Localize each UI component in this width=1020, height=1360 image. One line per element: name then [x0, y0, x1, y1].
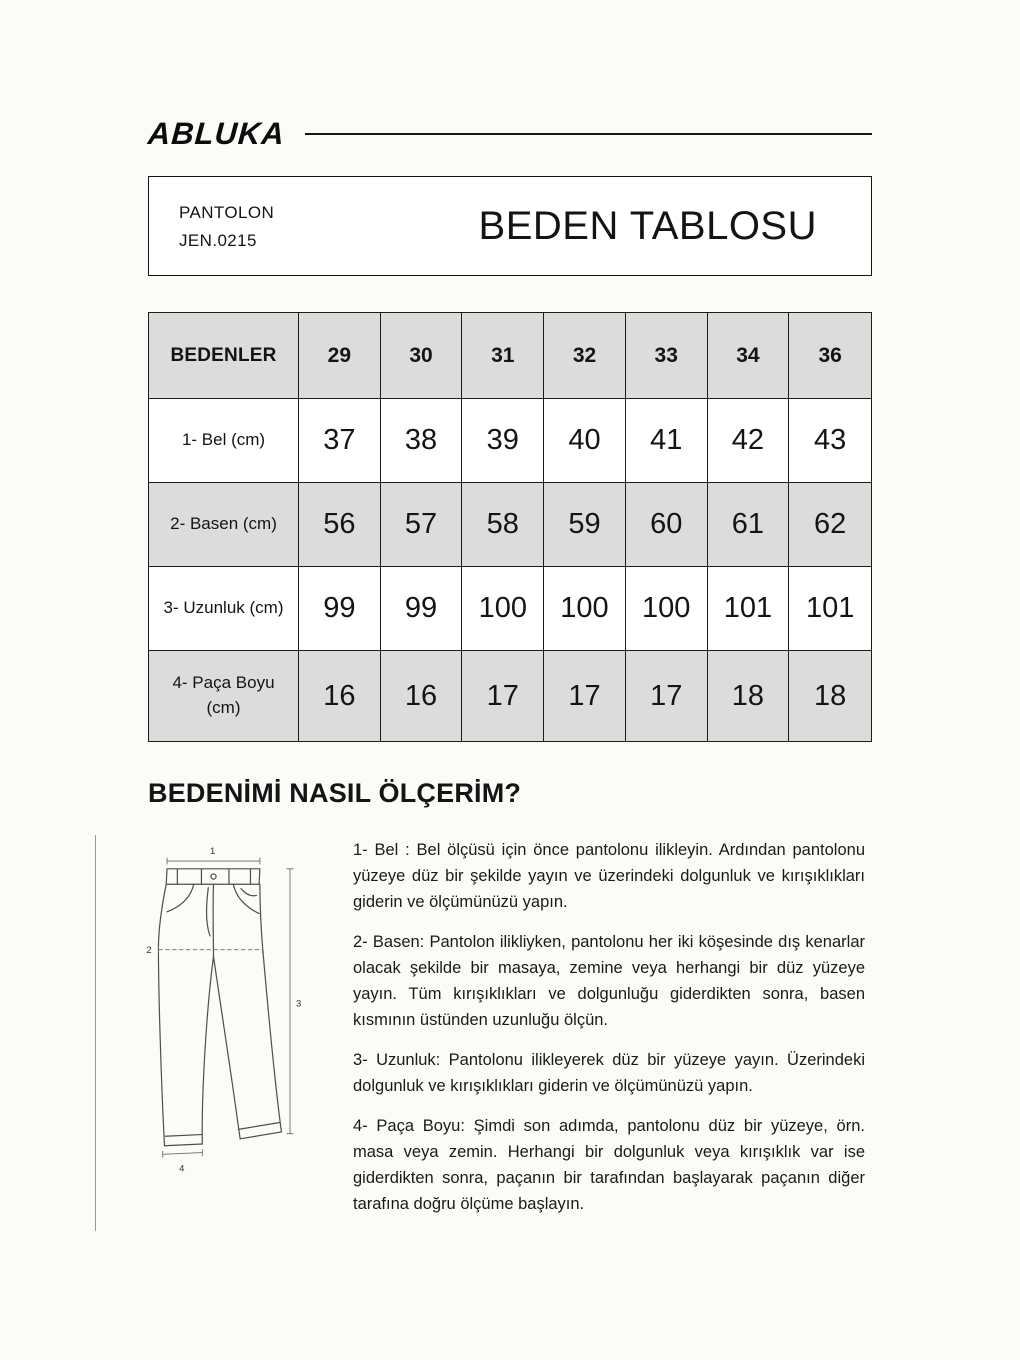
- diagram-label-3-length: 3: [296, 998, 302, 1010]
- measurement-value: 39: [462, 399, 544, 483]
- brand-header: [148, 116, 872, 152]
- product-type: PANTOLON: [179, 202, 275, 222]
- measurement-value: 16: [381, 651, 463, 741]
- measurement-value: 18: [708, 651, 790, 741]
- measurement-value: 42: [708, 399, 790, 483]
- measurement-value: 40: [544, 399, 626, 483]
- measure-instructions: [353, 835, 865, 1231]
- measurement-value: 17: [462, 651, 544, 741]
- measurement-value: 17: [626, 651, 708, 741]
- instruction-step-paca-boyu: 4- Paça Boyu: Şimdi son adımda, pantolonu düz bir yüzeye, örn. masa veya zemin. Herhangi bir dolgunluk veya kırışıklık var ise giderdikten sonra, paçanın bir tarafından başlayarak paçanın diğer tarafına doğru ölçüme başlayın.: [353, 1117, 865, 1213]
- measurement-label-bel: 1- Bel (cm): [149, 399, 299, 483]
- measurement-value: 43: [789, 399, 871, 483]
- size-column-header: 36: [789, 313, 871, 399]
- measurement-value: 59: [544, 483, 626, 567]
- page-title: BEDEN TABLOSU: [478, 203, 817, 248]
- measurement-value: 17: [544, 651, 626, 741]
- size-table: [148, 312, 872, 742]
- measurement-value: 99: [299, 567, 381, 651]
- instruction-step-basen: 2- Basen: Pantolon ilikliyken, pantolonu her iki köşesinde dış kenarlar olacak şekilde bir masaya, zemine veya herhangi bir düz yüzeye yayın. Tüm kırışıklıkları ve dolgunluğu giderdikten sonra, basen kısmının üstünden uzunluğu ölçün.: [353, 933, 865, 1029]
- measurement-value: 101: [789, 567, 871, 651]
- brand-logo: ABLUKA: [146, 116, 287, 151]
- diagram-label-2-hip: 2: [146, 945, 152, 957]
- measurement-value: 58: [462, 483, 544, 567]
- size-column-header: 34: [708, 313, 790, 399]
- measurement-label-uzunluk: 3- Uzunluk (cm): [149, 567, 299, 651]
- measure-section: [95, 835, 872, 1231]
- size-column-header: 30: [381, 313, 463, 399]
- measurement-label-basen: 2- Basen (cm): [149, 483, 299, 567]
- size-column-header: 31: [462, 313, 544, 399]
- measurement-value: 38: [381, 399, 463, 483]
- measurement-label-paca-boyu: 4- Paça Boyu (cm): [149, 651, 299, 741]
- measurement-value: 100: [544, 567, 626, 651]
- title-box: [148, 176, 872, 276]
- table-header-bedenler: BEDENLER: [149, 313, 299, 399]
- measurement-value: 16: [299, 651, 381, 741]
- instruction-step-uzunluk: 3- Uzunluk: Pantolonu ilikleyerek düz bir yüzeye yayın. Üzerindeki dolgunluk ve kırışıklıkları giderin ve ölçümünüzü yapın.: [353, 1051, 865, 1095]
- how-to-measure-heading: BEDENİMİ NASIL ÖLÇERİM?: [148, 778, 522, 808]
- measurement-value: 60: [626, 483, 708, 567]
- logo-rule: [305, 133, 872, 135]
- size-column-header: 32: [544, 313, 626, 399]
- measurement-value: 101: [708, 567, 790, 651]
- measurement-value: 18: [789, 651, 871, 741]
- measurement-value: 61: [708, 483, 790, 567]
- pants-diagram-illustration: [112, 843, 327, 1187]
- product-code: JEN.0215: [179, 230, 257, 250]
- diagram-label-1-waist: 1: [210, 846, 216, 858]
- measurement-value: 99: [381, 567, 463, 651]
- measurement-value: 62: [789, 483, 871, 567]
- measurement-value: 41: [626, 399, 708, 483]
- product-meta: [179, 204, 274, 249]
- diagram-label-4-hem: 4: [179, 1163, 185, 1175]
- measurement-value: 100: [626, 567, 708, 651]
- measurement-value: 37: [299, 399, 381, 483]
- measurement-value: 57: [381, 483, 463, 567]
- pants-figure: [95, 835, 327, 1231]
- size-column-header: 29: [299, 313, 381, 399]
- instruction-step-bel: 1- Bel : Bel ölçüsü için önce pantolonu ilikleyin. Ardından pantolonu yüzeye düz bir şekilde yayın ve üzerindeki dolgunluk ve kırışıklıkları giderin ve ölçümünüzü yapın.: [353, 841, 865, 911]
- measurement-value: 56: [299, 483, 381, 567]
- measurement-value: 100: [462, 567, 544, 651]
- size-column-header: 33: [626, 313, 708, 399]
